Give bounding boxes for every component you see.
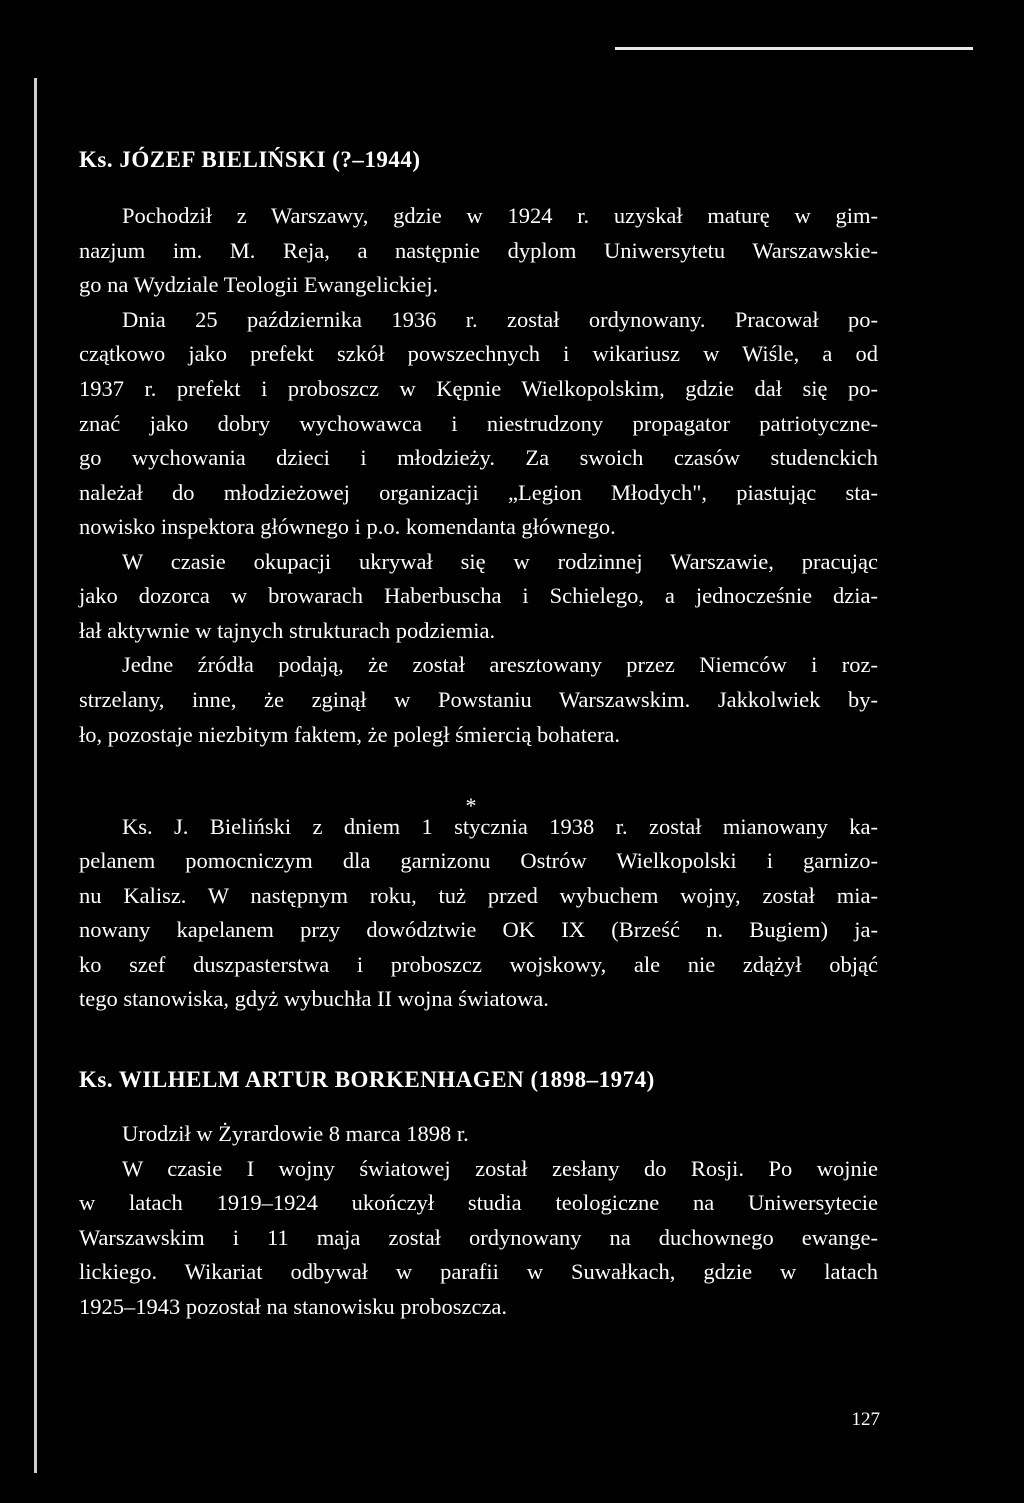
text-line: Jedne źródła podają, że został aresztowany przez Niemców i roz- [122,652,878,677]
text-line: go wychowania dzieci i młodzieży. Za swoich czasów studenckich [79,445,878,470]
text-line: Urodził w Żyrardowie 8 marca 1898 r. [122,1121,469,1146]
text-line: czątkowo jako prefekt szkół powszechnych i wikariusz w Wiśle, a od [79,341,878,366]
text-line: lickiego. Wikariat odbywał w parafii w Suwałkach, gdzie w latach [79,1259,878,1284]
text-line: nowany kapelanem przy dowództwie OK IX (Brześć n. Bugiem) ja- [79,917,878,942]
text-line: W czasie okupacji ukrywał się w rodzinnej Warszawie, pracując [122,549,878,574]
text-line: łał aktywnie w tajnych strukturach podziemia. [79,618,496,643]
section-heading-bielinski: Ks. JÓZEF BIELIŃSKI (?–1944) [79,147,421,172]
text-line: pelanem pomocniczym dla garnizonu Ostrów Wielkopolski i garnizo- [79,848,878,873]
text-line: w latach 1919–1924 ukończył studia teologiczne na Uniwersytecie [79,1190,878,1215]
text-line: ło, pozostaje niezbitym faktem, że poległ śmiercią bohatera. [79,722,621,747]
page-number: 127 [851,1409,880,1430]
text-line: nowisko inspektora głównego i p.o. komendanta głównego. [79,514,616,539]
section-separator: * [465,793,477,818]
text-line: Warszawskim i 11 maja został ordynowany na duchownego ewange- [79,1225,878,1250]
text-line: należał do młodzieżowej organizacji „Legion Młodych", piastując sta- [79,480,878,505]
section-heading-borkenhagen: Ks. WILHELM ARTUR BORKENHAGEN (1898–1974) [79,1067,655,1092]
text-line: 1925–1943 pozostał na stanowisku proboszcza. [79,1294,508,1319]
text-line: nu Kalisz. W następnym roku, tuż przed wybuchem wojny, został mia- [79,883,878,908]
text-line: go na Wydziale Teologii Ewangelickiej. [79,272,439,297]
text-line: strzelany, inne, że zginął w Powstaniu Warszawskim. Jakkolwiek by- [79,687,878,712]
text-line: tego stanowiska, gdyż wybuchła II wojna światowa. [79,986,549,1011]
text-line: jako dozorca w browarach Haberbuscha i Schielego, a jednocześnie dzia- [79,583,878,608]
text-line: nazjum im. M. Reja, a następnie dyplom Uniwersytetu Warszawskie- [79,238,878,263]
text-line: ko szef duszpasterstwa i proboszcz wojskowy, ale nie zdążył objąć [79,952,878,977]
text-line: Dnia 25 października 1936 r. został ordynowany. Pracował po- [122,307,878,332]
text-line: Pochodził z Warszawy, gdzie w 1924 r. uzyskał maturę w gim- [122,203,878,228]
text-line: 1937 r. prefekt i proboszcz w Kępnie Wielkopolskim, gdzie dał się po- [79,376,878,401]
text-line: znać jako dobry wychowawca i niestrudzony propagator patriotyczne- [79,411,878,436]
text-line: W czasie I wojny światowej został zesłany do Rosji. Po wojnie [122,1156,878,1181]
text-line: Ks. J. Bieliński z dniem 1 stycznia 1938 r. został mianowany ka- [122,814,878,839]
